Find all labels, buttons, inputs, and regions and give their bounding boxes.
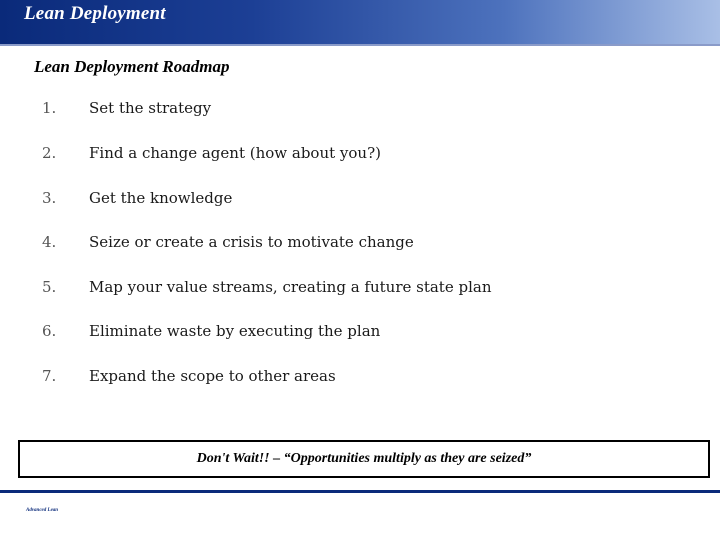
- step-text: Set the strategy: [89, 99, 212, 117]
- roadmap-heading: Lean Deployment Roadmap: [34, 57, 230, 76]
- step-number: 6.: [42, 322, 57, 340]
- quote-box: [18, 440, 710, 478]
- step-text: Map your value streams, creating a future state plan: [89, 278, 492, 296]
- step-number: 2.: [42, 144, 57, 162]
- footer-divider: [0, 490, 720, 493]
- step-text: Find a change agent (how about you?): [89, 144, 381, 162]
- header-bar: [0, 0, 720, 46]
- quote-text: Don't Wait!! – “Opportunities multiply as they are seized”: [196, 451, 532, 466]
- step-number: 7.: [42, 367, 57, 385]
- step-number: 1.: [42, 99, 57, 117]
- step-text: Eliminate waste by executing the plan: [89, 322, 381, 340]
- step-number: 5.: [42, 278, 57, 296]
- step-text: Seize or create a crisis to motivate change: [89, 233, 414, 251]
- step-number: 4.: [42, 233, 57, 251]
- footer-label: Advanced Lean: [26, 508, 59, 513]
- step-number: 3.: [42, 189, 57, 207]
- step-text: Get the knowledge: [89, 189, 233, 207]
- step-text: Expand the scope to other areas: [89, 367, 336, 385]
- slide-title: Lean Deployment: [24, 3, 166, 24]
